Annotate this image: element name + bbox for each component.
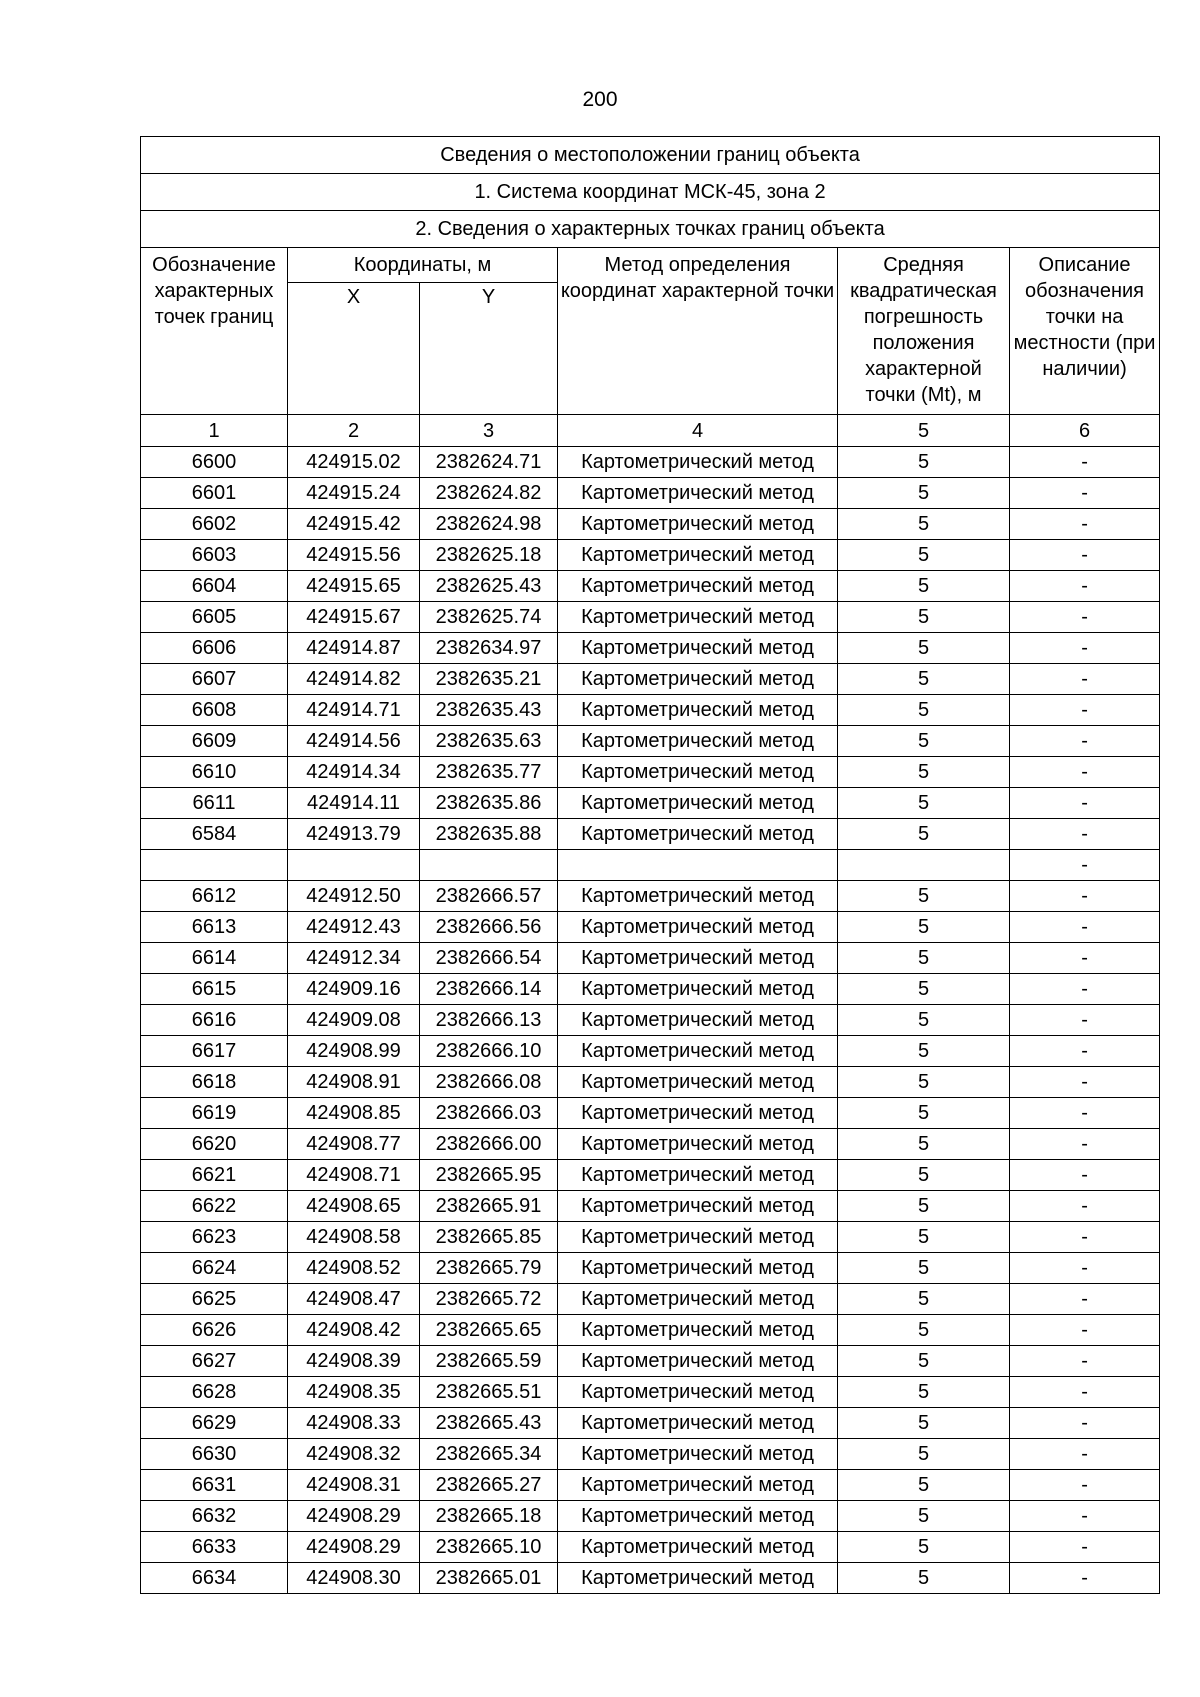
table-row [141,1067,1160,1098]
x-coordinate-cell: 424908.52 [288,1253,420,1284]
table-row [141,1036,1160,1067]
description-cell: - [1010,726,1160,757]
y-coordinate-cell: 2382665.01 [420,1563,558,1594]
error-cell: 5 [838,478,1010,509]
method-cell: Картометрический метод [558,1563,838,1594]
table-row [141,1315,1160,1346]
y-coordinate-cell: 2382634.97 [420,633,558,664]
y-coordinate-cell: 2382625.43 [420,571,558,602]
description-cell: - [1010,509,1160,540]
description-cell: - [1010,1532,1160,1563]
method-cell: Картометрический метод [558,943,838,974]
error-cell: 5 [838,695,1010,726]
y-coordinate-cell: 2382666.08 [420,1067,558,1098]
method-cell: Картометрический метод [558,1377,838,1408]
header-x: X [288,283,420,415]
point-id-cell: 6603 [141,540,288,571]
table-row [141,1160,1160,1191]
x-coordinate-cell: 424908.91 [288,1067,420,1098]
method-cell: Картометрический метод [558,509,838,540]
table-row [141,788,1160,819]
point-id-cell: 6602 [141,509,288,540]
description-cell: - [1010,695,1160,726]
x-coordinate-cell: 424915.67 [288,602,420,633]
error-cell: 5 [838,540,1010,571]
description-cell: - [1010,633,1160,664]
y-coordinate-cell: 2382665.65 [420,1315,558,1346]
description-cell: - [1010,602,1160,633]
header-method: Метод определения координат характерной точки [558,248,838,415]
x-coordinate-cell: 424908.71 [288,1160,420,1191]
y-coordinate-cell: 2382624.98 [420,509,558,540]
x-coordinate-cell: 424914.34 [288,757,420,788]
column-number-row [141,415,1160,447]
error-cell: 5 [838,447,1010,478]
point-id-cell: 6627 [141,1346,288,1377]
column-number: 5 [838,415,1010,447]
method-cell: Картометрический метод [558,664,838,695]
point-id-cell: 6618 [141,1067,288,1098]
description-cell: - [1010,1160,1160,1191]
description-cell: - [1010,1253,1160,1284]
error-cell: 5 [838,943,1010,974]
y-coordinate-cell: 2382666.03 [420,1098,558,1129]
error-cell: 5 [838,664,1010,695]
point-id-cell: 6584 [141,819,288,850]
point-id-cell: 6634 [141,1563,288,1594]
x-coordinate-cell: 424915.65 [288,571,420,602]
method-cell: Картометрический метод [558,1253,838,1284]
header-error: Средняя квадратическая погрешность положения характерной точки (Mt), м [838,248,1010,415]
table-row [141,819,1160,850]
error-cell: 5 [838,881,1010,912]
table-row [141,1501,1160,1532]
y-coordinate-cell: 2382665.51 [420,1377,558,1408]
description-cell: - [1010,881,1160,912]
method-cell: Картометрический метод [558,1315,838,1346]
error-cell: 5 [838,819,1010,850]
error-cell: 5 [838,974,1010,1005]
point-id-cell: 6628 [141,1377,288,1408]
column-number: 2 [288,415,420,447]
point-id-cell: 6614 [141,943,288,974]
method-cell: Картометрический метод [558,1036,838,1067]
error-cell: 5 [838,1346,1010,1377]
description-cell: - [1010,974,1160,1005]
point-id-cell: 6633 [141,1532,288,1563]
point-id-cell: 6624 [141,1253,288,1284]
description-cell: - [1010,819,1160,850]
error-cell: 5 [838,1315,1010,1346]
description-cell: - [1010,1191,1160,1222]
error-cell: 5 [838,1439,1010,1470]
method-cell: Картометрический метод [558,819,838,850]
x-coordinate-cell: 424912.43 [288,912,420,943]
table-row [141,912,1160,943]
description-cell: - [1010,1377,1160,1408]
method-cell: Картометрический метод [558,1408,838,1439]
description-cell: - [1010,1067,1160,1098]
x-coordinate-cell: 424909.16 [288,974,420,1005]
table-row [141,1377,1160,1408]
y-coordinate-cell: 2382666.13 [420,1005,558,1036]
x-coordinate-cell: 424908.65 [288,1191,420,1222]
method-cell: Картометрический метод [558,1470,838,1501]
x-coordinate-cell: 424908.47 [288,1284,420,1315]
description-cell: - [1010,664,1160,695]
point-id-cell [141,850,288,881]
x-coordinate-cell: 424915.56 [288,540,420,571]
error-cell: 5 [838,1067,1010,1098]
method-cell: Картометрический метод [558,602,838,633]
table-row [141,571,1160,602]
y-coordinate-cell: 2382625.18 [420,540,558,571]
point-id-cell: 6621 [141,1160,288,1191]
method-cell: Картометрический метод [558,1222,838,1253]
point-id-cell: 6622 [141,1191,288,1222]
x-coordinate-cell: 424908.32 [288,1439,420,1470]
y-coordinate-cell: 2382635.43 [420,695,558,726]
error-cell: 5 [838,1129,1010,1160]
y-coordinate-cell: 2382666.56 [420,912,558,943]
description-cell: - [1010,757,1160,788]
error-cell: 5 [838,509,1010,540]
method-cell: Картометрический метод [558,1098,838,1129]
x-coordinate-cell: 424915.24 [288,478,420,509]
table-row [141,1098,1160,1129]
table-row [141,1284,1160,1315]
y-coordinate-cell: 2382665.95 [420,1160,558,1191]
y-coordinate-cell: 2382666.00 [420,1129,558,1160]
description-cell: - [1010,1408,1160,1439]
table-subtitle: 2. Сведения о характерных точках границ объекта [141,211,1160,248]
column-number: 6 [1010,415,1160,447]
method-cell: Картометрический метод [558,974,838,1005]
description-cell: - [1010,447,1160,478]
y-coordinate-cell: 2382624.82 [420,478,558,509]
point-id-cell: 6616 [141,1005,288,1036]
error-cell: 5 [838,1191,1010,1222]
table-row [141,1191,1160,1222]
column-number: 3 [420,415,558,447]
error-cell: 5 [838,1036,1010,1067]
method-cell: Картометрический метод [558,1191,838,1222]
y-coordinate-cell: 2382635.88 [420,819,558,850]
description-cell: - [1010,1005,1160,1036]
description-cell: - [1010,1098,1160,1129]
y-coordinate-cell: 2382665.27 [420,1470,558,1501]
error-cell [838,850,1010,881]
point-id-cell: 6604 [141,571,288,602]
method-cell: Картометрический метод [558,881,838,912]
point-id-cell: 6625 [141,1284,288,1315]
point-id-cell: 6626 [141,1315,288,1346]
description-cell: - [1010,1036,1160,1067]
table-row [141,633,1160,664]
x-coordinate-cell: 424912.50 [288,881,420,912]
description-cell: - [1010,1346,1160,1377]
error-cell: 5 [838,1160,1010,1191]
method-cell [558,850,838,881]
point-id-cell: 6601 [141,478,288,509]
y-coordinate-cell: 2382635.21 [420,664,558,695]
table-row [141,1222,1160,1253]
error-cell: 5 [838,1253,1010,1284]
x-coordinate-cell: 424908.85 [288,1098,420,1129]
point-id-cell: 6617 [141,1036,288,1067]
method-cell: Картометрический метод [558,633,838,664]
method-cell: Картометрический метод [558,1284,838,1315]
method-cell: Картометрический метод [558,788,838,819]
table-row [141,974,1160,1005]
table-row [141,1470,1160,1501]
error-cell: 5 [838,1470,1010,1501]
description-cell: - [1010,788,1160,819]
point-id-cell: 6608 [141,695,288,726]
error-cell: 5 [838,788,1010,819]
x-coordinate-cell: 424912.34 [288,943,420,974]
error-cell: 5 [838,912,1010,943]
x-coordinate-cell: 424908.29 [288,1501,420,1532]
table-row [141,695,1160,726]
x-coordinate-cell: 424915.42 [288,509,420,540]
error-cell: 5 [838,1222,1010,1253]
point-id-cell: 6609 [141,726,288,757]
description-cell: - [1010,943,1160,974]
description-cell: - [1010,478,1160,509]
point-id-cell: 6631 [141,1470,288,1501]
method-cell: Картометрический метод [558,695,838,726]
x-coordinate-cell: 424908.58 [288,1222,420,1253]
x-coordinate-cell: 424908.35 [288,1377,420,1408]
point-id-cell: 6620 [141,1129,288,1160]
method-cell: Картометрический метод [558,1129,838,1160]
y-coordinate-cell: 2382665.91 [420,1191,558,1222]
x-coordinate-cell: 424908.33 [288,1408,420,1439]
table-title: Сведения о местоположении границ объекта [141,137,1160,174]
page-number: 200 [582,88,618,111]
column-number: 1 [141,415,288,447]
header-designation: Обозначение характерных точек границ [141,248,288,415]
header-y: Y [420,283,558,415]
y-coordinate-cell: 2382665.34 [420,1439,558,1470]
y-coordinate-cell: 2382666.54 [420,943,558,974]
description-cell: - [1010,1501,1160,1532]
point-id-cell: 6632 [141,1501,288,1532]
method-cell: Картометрический метод [558,447,838,478]
table-row [141,757,1160,788]
description-cell: - [1010,1315,1160,1346]
description-cell: - [1010,912,1160,943]
table-row [141,726,1160,757]
description-cell: - [1010,540,1160,571]
description-cell: - [1010,1129,1160,1160]
point-id-cell: 6612 [141,881,288,912]
y-coordinate-cell: 2382665.79 [420,1253,558,1284]
table-row [141,1563,1160,1594]
point-id-cell: 6606 [141,633,288,664]
y-coordinate-cell: 2382666.10 [420,1036,558,1067]
method-cell: Картометрический метод [558,757,838,788]
error-cell: 5 [838,1532,1010,1563]
header-description: Описание обозначения точки на местности (при наличии) [1010,248,1160,415]
point-id-cell: 6630 [141,1439,288,1470]
y-coordinate-cell: 2382625.74 [420,602,558,633]
x-coordinate-cell: 424914.56 [288,726,420,757]
error-cell: 5 [838,1284,1010,1315]
y-coordinate-cell: 2382635.77 [420,757,558,788]
method-cell: Картометрический метод [558,1346,838,1377]
boundary-points-table [140,136,1160,1594]
method-cell: Картометрический метод [558,1501,838,1532]
x-coordinate-cell [288,850,420,881]
x-coordinate-cell: 424914.71 [288,695,420,726]
x-coordinate-cell: 424915.02 [288,447,420,478]
table-row [141,1346,1160,1377]
y-coordinate-cell [420,850,558,881]
method-cell: Картометрический метод [558,1067,838,1098]
method-cell: Картометрический метод [558,1160,838,1191]
method-cell: Картометрический метод [558,478,838,509]
y-coordinate-cell: 2382666.14 [420,974,558,1005]
x-coordinate-cell: 424908.39 [288,1346,420,1377]
error-cell: 5 [838,757,1010,788]
y-coordinate-cell: 2382665.85 [420,1222,558,1253]
method-cell: Картометрический метод [558,726,838,757]
table-row [141,664,1160,695]
x-coordinate-cell: 424908.29 [288,1532,420,1563]
table-row [141,1005,1160,1036]
y-coordinate-cell: 2382665.10 [420,1532,558,1563]
y-coordinate-cell: 2382665.43 [420,1408,558,1439]
coordinate-system: 1. Система координат МСК-45, зона 2 [141,174,1160,211]
method-cell: Картометрический метод [558,571,838,602]
error-cell: 5 [838,1005,1010,1036]
point-id-cell: 6607 [141,664,288,695]
x-coordinate-cell: 424914.82 [288,664,420,695]
table-row [141,540,1160,571]
description-cell: - [1010,1284,1160,1315]
method-cell: Картометрический метод [558,912,838,943]
x-coordinate-cell: 424909.08 [288,1005,420,1036]
column-number: 4 [558,415,838,447]
description-cell: - [1010,1439,1160,1470]
table-row [141,1532,1160,1563]
error-cell: 5 [838,571,1010,602]
point-id-cell: 6605 [141,602,288,633]
x-coordinate-cell: 424908.99 [288,1036,420,1067]
y-coordinate-cell: 2382635.63 [420,726,558,757]
y-coordinate-cell: 2382624.71 [420,447,558,478]
table-row [141,478,1160,509]
point-id-cell: 6613 [141,912,288,943]
method-cell: Картометрический метод [558,540,838,571]
description-cell: - [1010,1222,1160,1253]
table-row [141,447,1160,478]
point-id-cell: 6615 [141,974,288,1005]
description-cell: - [1010,1563,1160,1594]
table-row [141,509,1160,540]
point-id-cell: 6623 [141,1222,288,1253]
header-coordinates: Координаты, м [288,248,558,283]
x-coordinate-cell: 424908.31 [288,1470,420,1501]
method-cell: Картометрический метод [558,1005,838,1036]
point-id-cell: 6610 [141,757,288,788]
x-coordinate-cell: 424908.42 [288,1315,420,1346]
table-row [141,602,1160,633]
error-cell: 5 [838,602,1010,633]
method-cell: Картометрический метод [558,1532,838,1563]
table-row [141,1439,1160,1470]
description-cell: - [1010,571,1160,602]
x-coordinate-cell: 424913.79 [288,819,420,850]
error-cell: 5 [838,1377,1010,1408]
y-coordinate-cell: 2382665.72 [420,1284,558,1315]
table-row [141,850,1160,881]
point-id-cell: 6629 [141,1408,288,1439]
x-coordinate-cell: 424914.11 [288,788,420,819]
error-cell: 5 [838,1098,1010,1129]
x-coordinate-cell: 424914.87 [288,633,420,664]
table-row [141,1129,1160,1160]
table-row [141,943,1160,974]
error-cell: 5 [838,1563,1010,1594]
y-coordinate-cell: 2382666.57 [420,881,558,912]
description-cell: - [1010,1470,1160,1501]
x-coordinate-cell: 424908.30 [288,1563,420,1594]
point-id-cell: 6611 [141,788,288,819]
point-id-cell: 6619 [141,1098,288,1129]
y-coordinate-cell: 2382665.59 [420,1346,558,1377]
table-row [141,881,1160,912]
method-cell: Картометрический метод [558,1439,838,1470]
table-row [141,1408,1160,1439]
description-cell: - [1010,850,1160,881]
error-cell: 5 [838,633,1010,664]
x-coordinate-cell: 424908.77 [288,1129,420,1160]
y-coordinate-cell: 2382665.18 [420,1501,558,1532]
y-coordinate-cell: 2382635.86 [420,788,558,819]
error-cell: 5 [838,1408,1010,1439]
point-id-cell: 6600 [141,447,288,478]
table-row [141,1253,1160,1284]
error-cell: 5 [838,1501,1010,1532]
error-cell: 5 [838,726,1010,757]
